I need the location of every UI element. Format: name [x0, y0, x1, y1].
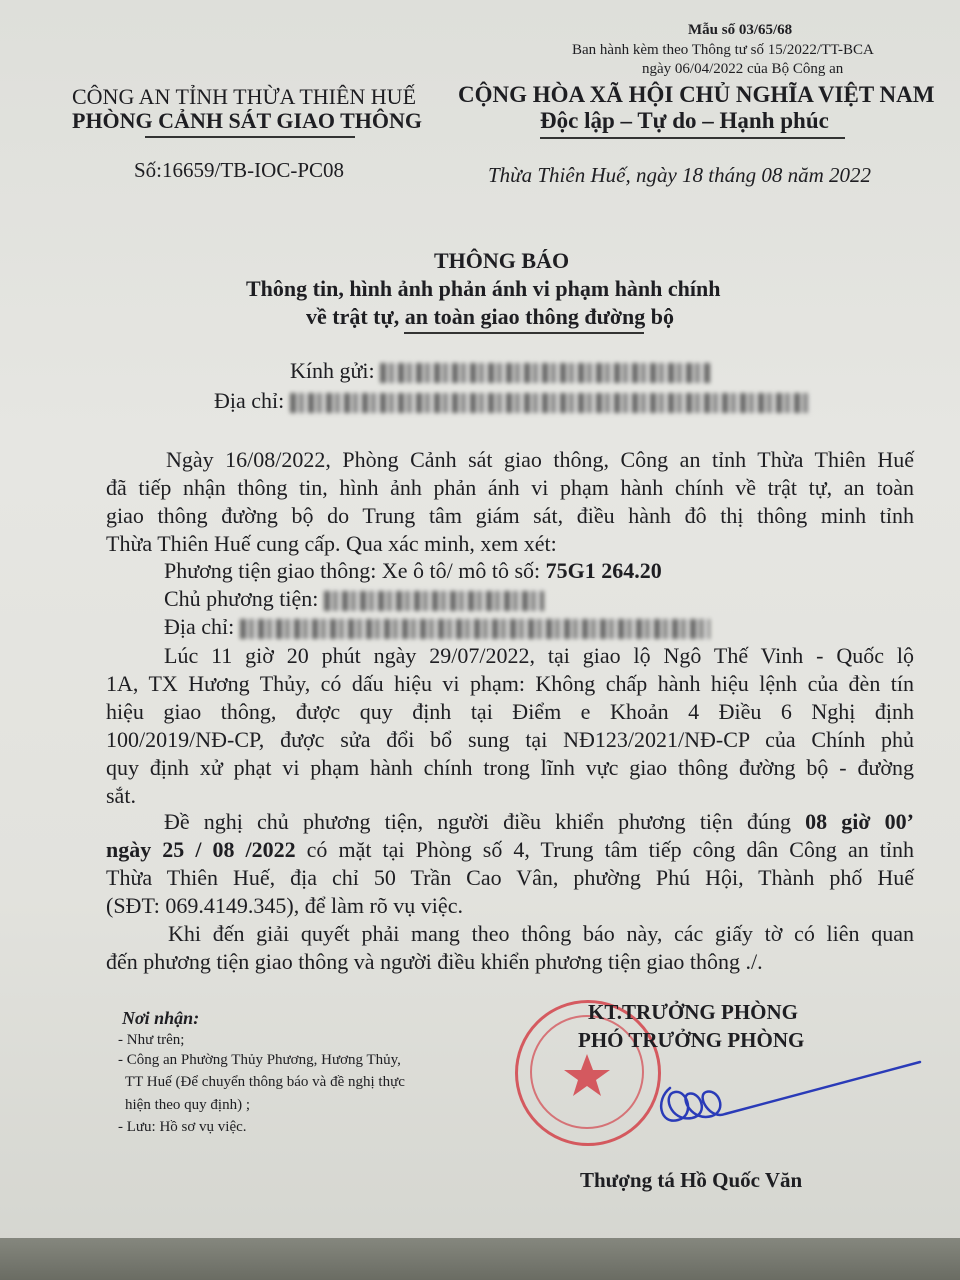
p3-line-1-text: Đề nghị chủ phương tiện, người điều khiển phương tiện đúng — [164, 809, 806, 834]
redacted-owner — [324, 591, 544, 611]
owner-address-label: Địa chỉ: — [164, 614, 235, 639]
p1-line-3: giao thông đường bộ do Trung tâm giám sát, điều hành đô thị thông minh tỉnh — [106, 503, 914, 528]
p2-line-4: 100/2019/NĐ-CP, được sửa đổi bổ sung tại NĐ123/2021/NĐ-CP của Chính phủ — [106, 727, 914, 752]
p1-line-4: Thừa Thiên Huế cung cấp. Qua xác minh, xem xét: — [106, 531, 557, 556]
p4-line-1: Khi đến giải quyết phải mang theo thông báo này, các giấy tờ có liên quan — [168, 921, 914, 946]
p2-line-5: quy định xử phạt vi phạm hành chính trong lĩnh vực giao thông đường bộ - đường — [106, 755, 914, 780]
p3-line-1 — [106, 808, 914, 836]
p3-line-2 — [106, 836, 914, 864]
owner-line — [164, 586, 544, 612]
signature-title-2: PHÓ TRƯỞNG PHÒNG — [578, 1028, 805, 1052]
agency-underline — [145, 136, 355, 138]
paragraph-4 — [106, 920, 914, 976]
form-issued-line1: Ban hành kèm theo Thông tư số 15/2022/TT-BCA — [572, 42, 874, 58]
p2-line-1: Lúc 11 giờ 20 phút ngày 29/07/2022, tại giao lộ Ngô Thế Vinh - Quốc lộ — [164, 643, 914, 668]
motto-underline — [540, 137, 845, 139]
signature-title-1: KT.TRƯỞNG PHÒNG — [588, 1000, 798, 1024]
distribution-item-2-line-3: hiện theo quy định) ; — [125, 1097, 250, 1113]
redacted-recipient-address — [290, 393, 810, 413]
distribution-item-3: - Lưu: Hồ sơ vụ việc. — [118, 1119, 247, 1135]
p1-line-2: đã tiếp nhận thông tin, hình ảnh phản ánh vi phạm hành chính về trật tự, an toàn — [106, 475, 914, 500]
p3-line-4: (SĐT: 069.4149.345), để làm rõ vụ việc. — [106, 893, 463, 918]
redacted-owner-address — [240, 619, 710, 639]
vehicle-line — [164, 558, 662, 584]
to-label: Kính gửi: — [290, 358, 375, 383]
p2-line-3: hiệu giao thông, được quy định tại Điểm e Khoản 4 Điều 6 Nghị định — [106, 699, 914, 724]
title-underline — [404, 332, 644, 334]
appointment-time: 08 giờ 00’ — [805, 809, 914, 834]
table-surface — [0, 1238, 960, 1280]
distribution-item-1: - Như trên; — [118, 1032, 185, 1048]
p2-line-6: sắt. — [106, 783, 136, 808]
signer-name: Thượng tá Hồ Quốc Văn — [580, 1168, 803, 1192]
nation-motto: Độc lập – Tự do – Hạnh phúc — [540, 108, 829, 133]
form-issued-line2: ngày 06/04/2022 của Bộ Công an — [642, 61, 844, 77]
distribution-item-2-line-2: TT Huế (Để chuyển thông báo và đề nghị thực — [125, 1074, 405, 1090]
distribution-item-2-line-1: - Công an Phường Thủy Phương, Hương Thủy, — [118, 1052, 401, 1068]
doc-title: THÔNG BÁO — [434, 248, 570, 273]
nation-name: CỘNG HÒA XÃ HỘI CHỦ NGHĨA VIỆT NAM — [458, 82, 935, 107]
agency-parent: CÔNG AN TỈNH THỪA THIÊN HUẾ — [72, 84, 417, 109]
appointment-date: ngày 25 / 08 /2022 — [106, 837, 296, 862]
owner-label: Chủ phương tiện: — [164, 586, 319, 611]
p1-line-1: Ngày 16/08/2022, Phòng Cảnh sát giao thông, Công an tỉnh Thừa Thiên Huế — [166, 447, 914, 472]
recipient-line — [290, 358, 710, 384]
handwritten-signature — [600, 1050, 930, 1150]
p2-line-2: 1A, TX Hương Thủy, có dấu hiệu vi phạm: Không chấp hành hiệu lệnh của đèn tín — [106, 671, 914, 696]
p4-line-2: đến phương tiện giao thông và người điều khiển phương tiện giao thông ./. — [106, 949, 763, 974]
vehicle-label: Phương tiện giao thông: Xe ô tô/ mô tô số: — [164, 558, 546, 583]
p3-line-3: Thừa Thiên Huế, địa chỉ 50 Trần Cao Vân, phường Phú Hội, Thành phố Huế — [106, 865, 914, 890]
doc-subtitle-1: Thông tin, hình ảnh phản ánh vi phạm hành chính — [246, 276, 721, 301]
paragraph-1 — [106, 446, 914, 558]
place-date: Thừa Thiên Huế, ngày 18 tháng 08 năm 2022 — [488, 163, 872, 187]
paragraph-2 — [106, 642, 914, 810]
redacted-recipient — [380, 363, 710, 383]
paragraph-3 — [106, 808, 914, 920]
form-code: Mẫu số 03/65/68 — [688, 22, 793, 38]
distribution-heading: Nơi nhận: — [122, 1008, 200, 1028]
owner-address-line — [164, 614, 710, 640]
agency-name: PHÒNG CẢNH SÁT GIAO THÔNG — [72, 108, 423, 133]
p3-line-2-text: có mặt tại Phòng số 4, Trung tâm tiếp công dân Công an tỉnh — [295, 837, 914, 862]
vehicle-plate: 75G1 264.20 — [545, 558, 662, 583]
doc-number: Số:16659/TB-IOC-PC08 — [134, 158, 345, 182]
recipient-address-line — [214, 388, 810, 414]
address-label: Địa chỉ: — [214, 388, 285, 413]
doc-subtitle-2: về trật tự, an toàn giao thông đường bộ — [306, 304, 675, 329]
